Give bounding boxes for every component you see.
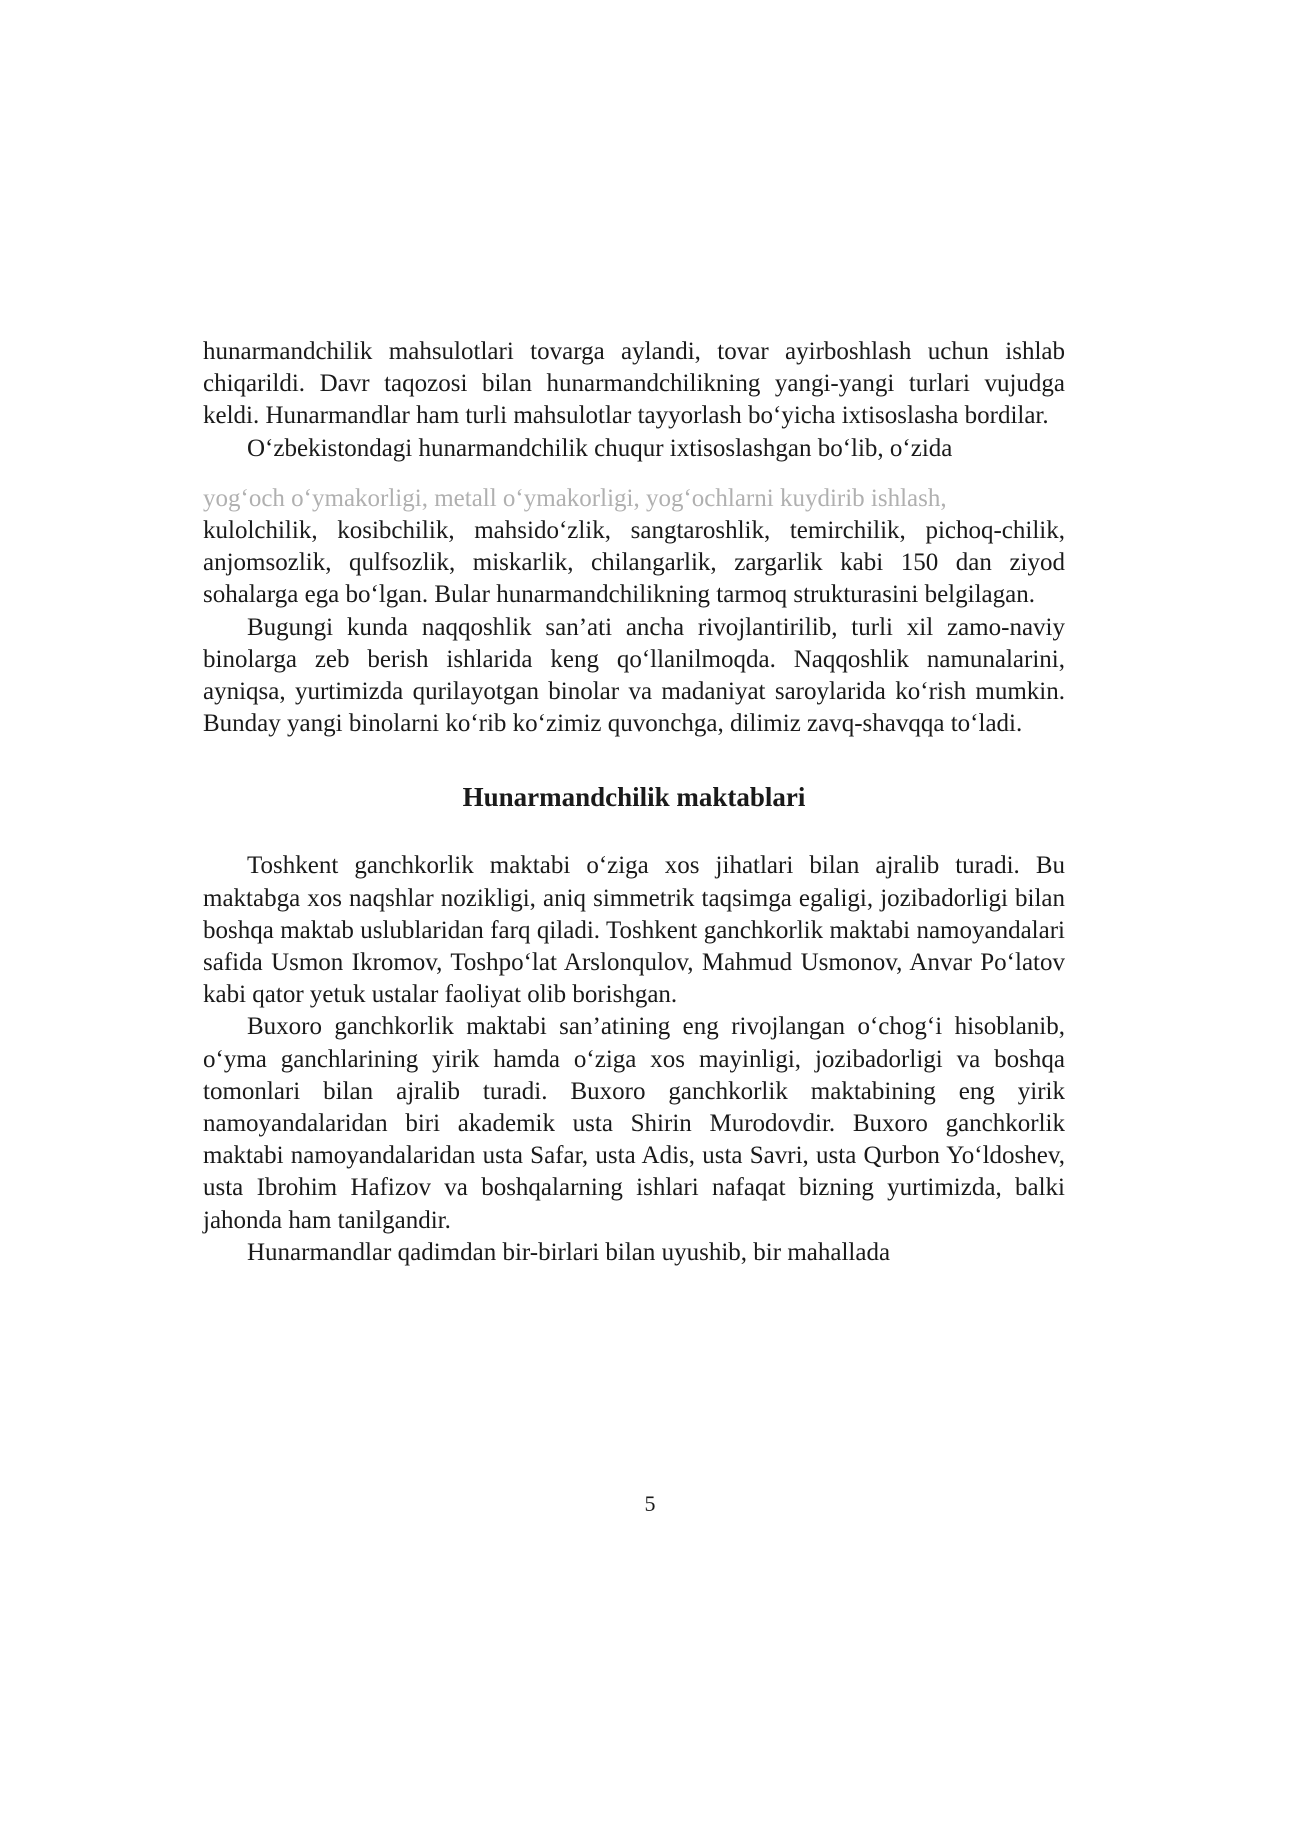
page-number: 5 <box>644 1491 656 1516</box>
paragraph-naqqoshlik: Bugungi kunda naqqoshlik san’ati ancha rivojlantirilib, turli xil zamo-naviy binolarga zeb berish ishlarida keng qo‘llanilmoqda. Naqqoshlik namunalarini, ayniqsa, yurtimizda qurilayotgan binolar va madaniyat saroylarida ko‘rish mumkin. Bunday yangi binolarni ko‘rib ko‘zimiz quvonchga, dilimiz zavq-shavqqa to‘ladi. <box>203 613 1065 738</box>
section-heading: Hunarmandchilik maktablari <box>462 782 806 813</box>
paragraph-buxoro-school: Buxoro ganchkorlik maktabi san’atining eng rivojlangan o‘chog‘i hisoblanib, o‘yma ganchlarining yirik hamda o‘ziga xos mayinligi, jozibadorligi va boshqa tomonlari bilan ajralib turadi. Buxoro ganchkorlik maktabining eng yirik namoyandalaridan biri akademik usta Shirin Murodovdir. Buxoro ganchkorlik maktabi namoyandalaridan usta Safar, usta Adis, usta Savri, usta Qurbon Yo‘ldoshev, usta Ibrohim Hafizov va boshqalarning ishlari nafaqat bizning yurtimizda, balki jahonda ham tanilgandir. <box>203 1013 1065 1234</box>
faint-text-line: yog‘och o‘ymakorligi, metall o‘ymakorligi, yog‘ochlarni kuydirib ishlash, <box>203 484 947 512</box>
paragraph-continuation: hunarmandchilik mahsulotlari tovarga aylandi, tovar ayirboshlash uchun ishlab chiqarildi. Davr taqozosi bilan hunarmandchilikning yangi-yangi turlari vujudga keldi. Hunarmandlar ham turli mahsulotlar tayyorlash bo‘yicha ixtisoslasha bordilar. <box>203 338 1065 430</box>
page-body <box>203 336 1065 1269</box>
paragraph-hunarmandlar: Hunarmandlar qadimdan bir-birlari bilan uyushib, bir mahallada <box>247 1238 891 1266</box>
paragraph-crafts-list: kulolchilik, kosibchilik, mahsido‘zlik, sangtaroshlik, temirchilik, pichoq-chilik, anjomsozlik, qulfsozlik, miskarlik, chilangarlik, zargarlik kabi 150 dan ziyod sohalarga ega bo‘lgan. Bular hunarmandchilikning tarmoq strukturasini belgilagan. <box>203 517 1065 609</box>
paragraph-toshkent-school: Toshkent ganchkorlik maktabi o‘ziga xos jihatlari bilan ajralib turadi. Bu maktabga xos naqshlar nozikligi, aniq simmetrik taqsimga egaligi, jozibadorligi bilan boshqa maktab uslublaridan farq qiladi. Toshkent ganchkorlik maktabi namoyandalari safida Usmon Ikromov, Toshpo‘lat Arslonqulov, Mahmud Usmonov, Anvar Po‘latov kabi qator yetuk ustalar faoliyat olib borishgan. <box>203 852 1065 1009</box>
paragraph-specialization: O‘zbekistondagi hunarmandchilik chuqur ixtisoslashgan bo‘lib, o‘zida <box>247 434 953 462</box>
